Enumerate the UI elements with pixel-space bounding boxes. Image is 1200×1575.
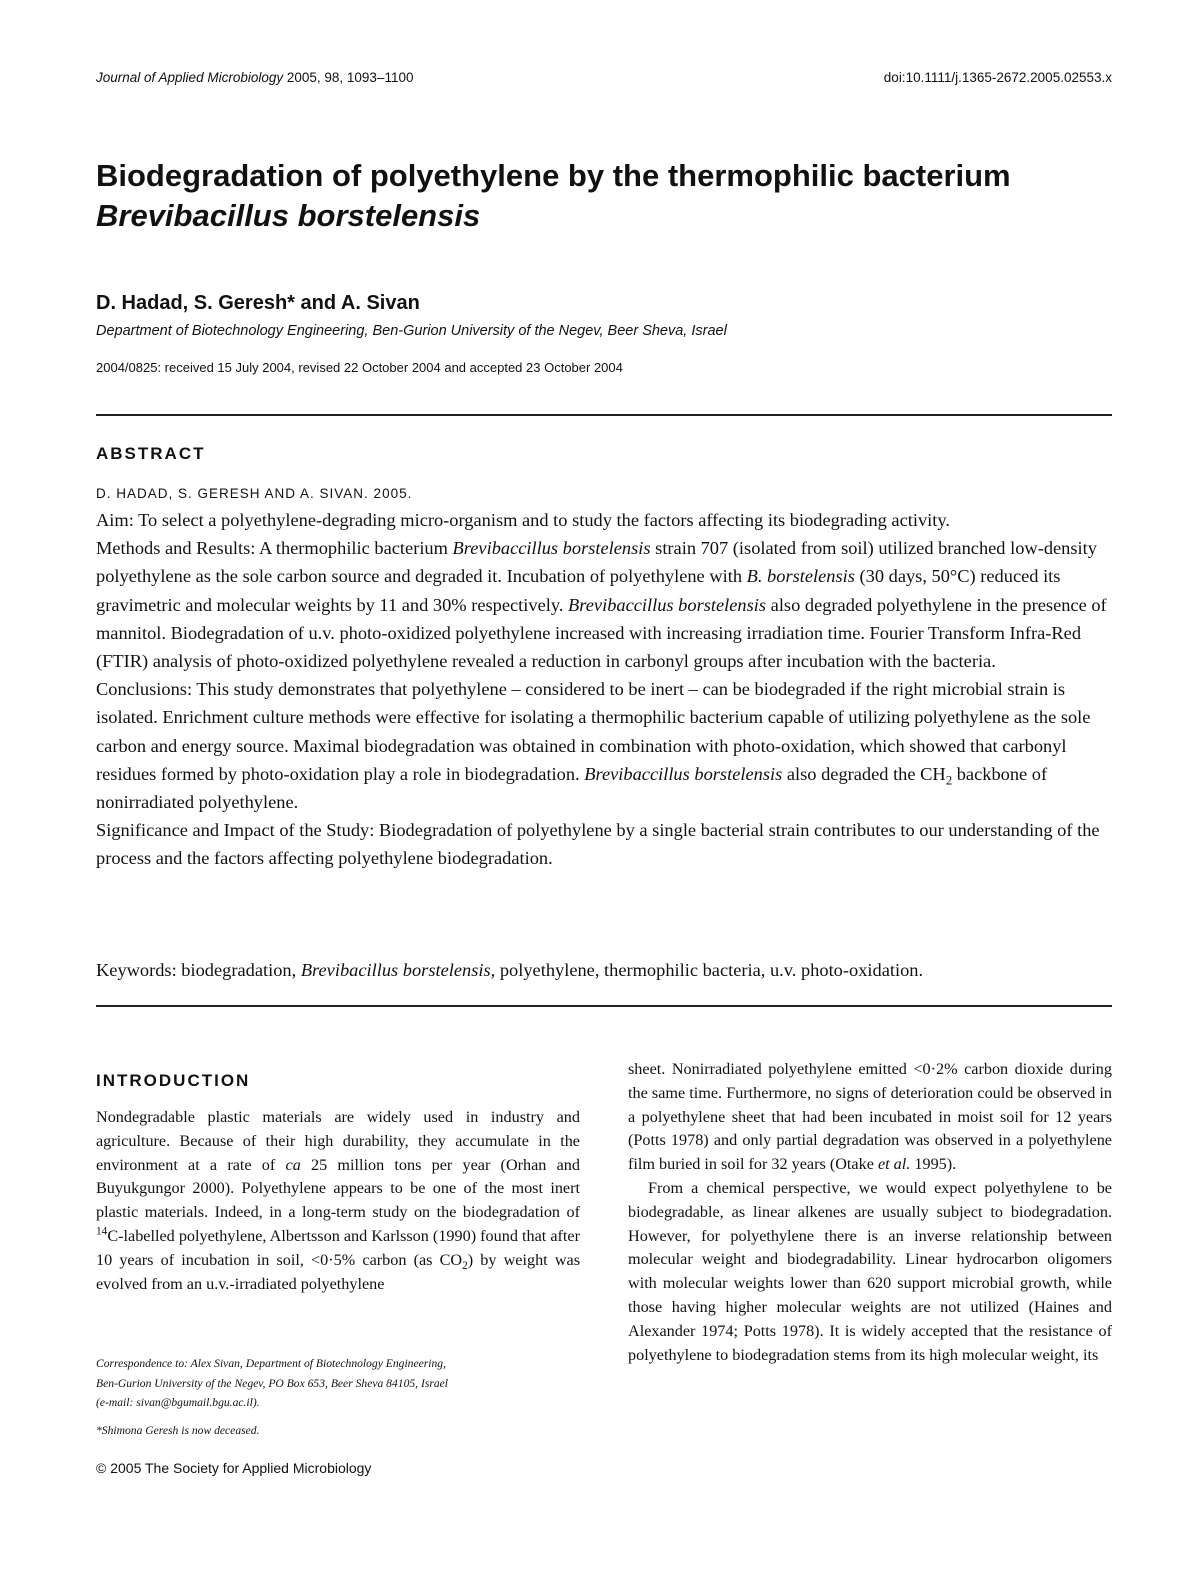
deceased-footnote: *Shimona Geresh is now deceased. — [96, 1424, 260, 1437]
article-title — [96, 156, 1126, 236]
title-line-2: Brevibacillus borstelensis — [96, 198, 481, 233]
methods-text: A thermophilic bacterium — [255, 538, 453, 559]
aim-label: Aim: — [96, 510, 134, 530]
methods-text: also degraded polyethylene in the presence of mannitol. Biodegradation of u.v. photo-oxidized polyethylene increased with increasing irradiation time. Fourier Transform Infra-Red (FTIR) analysis of photo-oxidized polyethylene revealed a reduction in carbonyl groups after incubation with the bacteria. — [96, 594, 1107, 672]
subscript: 2 — [945, 773, 953, 788]
intro-text: ca — [285, 1155, 301, 1174]
keywords-label: Keywords: — [96, 960, 177, 980]
intro-text: 25 million tons per year (Orhan and Buyukgungor 2000). Polyethylene appears to be one of the most inert plastic materials. Indeed, in a long-term study on the biodegradation of — [96, 1155, 580, 1222]
conclusions-text: also degraded the CH — [782, 763, 946, 784]
divider-bottom — [96, 1005, 1112, 1007]
conclusions-label: Conclusions: — [96, 679, 193, 700]
methods-label: Methods and Results: — [96, 538, 256, 559]
abstract-significance — [96, 816, 1112, 872]
authors: D. Hadad, S. Geresh* and A. Sivan — [96, 292, 420, 314]
affiliation: Department of Biotechnology Engineering, Ben-Gurion University of the Negev, Beer Sheva, Israel — [96, 323, 727, 339]
intro-text: sheet. Nonirradiated polyethylene emitted <0·2% carbon dioxide during the same time. Furthermore, no signs of deterioration could be observed in a polyethylene sheet that had been incubated in moist soil for 12 years (Potts 1978) and only partial degradation was observed in a polyethylene film buried in soil for 32 years (Otake — [628, 1060, 1112, 1174]
species-name: Brevibaccillus borstelensis — [568, 594, 767, 615]
abstract-heading: ABSTRACT — [96, 444, 206, 463]
journal-name: Journal of Applied Microbiology — [96, 70, 284, 85]
divider-top — [96, 414, 1112, 416]
keywords-text: , polyethylene, thermophilic bacteria, u.v. photo-oxidation. — [490, 960, 924, 980]
doi: doi:10.1111/j.1365-2672.2005.02553.x — [883, 70, 1112, 85]
intro-text: ) by weight was evolved from an u.v.-irradiated polyethylene — [96, 1250, 580, 1293]
species-name: Brevibaccillus borstelensis — [584, 763, 783, 784]
conclusions-text: This study demonstrates that polyethylene – considered to be inert – can be biodegraded if the right microbial strain is isolated. Enrichment culture methods were effective for isolating a thermophilic bacterium capable of utilizing polyethylene as the sole carbon and energy source. Maximal biodegradation was obtained in combination with photo-oxidation, which showed that carbonyl residues formed by photo-oxidation play a role in biodegradation. — [96, 679, 1091, 784]
aim-text: To select a polyethylene-degrading micro-organism and to study the factors affecting its biodegrading activity. — [133, 510, 950, 530]
running-header — [96, 70, 1112, 90]
volume-info: 2005, 98, 1093–1100 — [283, 70, 414, 85]
correspondence-footnote — [96, 1354, 566, 1413]
significance-text: Biodegradation of polyethylene by a single bacterial strain contributes to our understanding of the process and the factors affecting polyethylene biodegradation. — [96, 820, 1100, 869]
journal-citation — [96, 70, 413, 85]
intro-paragraph: From a chemical perspective, we would expect polyethylene to be biodegradable, as linear alkenes are usually subject to biodegradation. However, for polyethylene there is an inverse relationship between molecular weight and biodegradability. Linear hydrocarbon oligomers with molecular weights lower than 620 support microbial growth, while those having higher molecular weights are not utilized (Haines and Alexander 1974; Potts 1978). It is widely accepted that the resistance of polyethylene to biodegradation stems from its high molecular weight, its — [628, 1178, 1112, 1364]
intro-text: 1995). — [910, 1155, 957, 1174]
introduction-heading: INTRODUCTION — [96, 1071, 251, 1090]
introduction-right-column — [628, 1058, 1112, 1367]
intro-text: C-labelled polyethylene, Albertsson and Karlsson (1990) found that after 10 years of incubation in soil, <0·5% carbon (as CO — [96, 1226, 580, 1269]
introduction-left-column — [96, 1106, 580, 1296]
title-line-1: Biodegradation of polyethylene by the thermophilic bacterium — [96, 158, 1011, 193]
abstract-conclusions — [96, 675, 1112, 816]
subscript: 2 — [462, 1260, 468, 1273]
abstract-citation: D. HADAD, S. GERESH AND A. SIVAN. 2005. — [96, 486, 413, 501]
conclusions-text: backbone of nonirradiated polyethylene. — [96, 763, 1048, 813]
intro-text: et al. — [877, 1155, 911, 1174]
significance-label: Significance and Impact of the Study: — [96, 820, 375, 841]
abstract-aim — [96, 506, 1112, 534]
abstract-methods — [96, 534, 1112, 675]
received-dates: 2004/0825: received 15 July 2004, revised 22 October 2004 and accepted 23 October 2004 — [96, 360, 623, 375]
species-name: Brevibacillus borstelensis — [300, 960, 491, 980]
intro-text: Nondegradable plastic materials are widely used in industry and agriculture. Because of their high durability, they accumulate in the environment at a rate of — [96, 1108, 580, 1174]
copyright: © 2005 The Society for Applied Microbiology — [96, 1460, 372, 1476]
methods-text: (30 days, 50°C) reduced its gravimetric and molecular weights by 11 and 30% respectively. — [96, 566, 1061, 615]
intro-paragraph — [628, 1058, 1112, 1177]
keywords-text: biodegradation, — [176, 960, 301, 980]
correspondence-line: Ben-Gurion University of the Negev, PO Box 653, Beer Sheva 84105, Israel — [96, 1376, 449, 1390]
correspondence-line: Correspondence to: Alex Sivan, Department of Biotechnology Engineering, — [96, 1357, 446, 1370]
species-name: B. borstelensis — [746, 566, 855, 587]
methods-text: strain 707 (isolated from soil) utilized branched low-density polyethylene as the sole carbon source and degraded it. Incubation of polyethylene with — [96, 538, 1097, 587]
intro-paragraph — [96, 1106, 580, 1296]
correspondence-line: (e-mail: sivan@bgumail.bgu.ac.il). — [96, 1396, 260, 1410]
keywords — [96, 956, 1112, 984]
species-name: Brevibaccillus borstelensis — [452, 538, 651, 559]
superscript: 14 — [96, 1225, 108, 1238]
abstract-body — [96, 506, 1112, 873]
